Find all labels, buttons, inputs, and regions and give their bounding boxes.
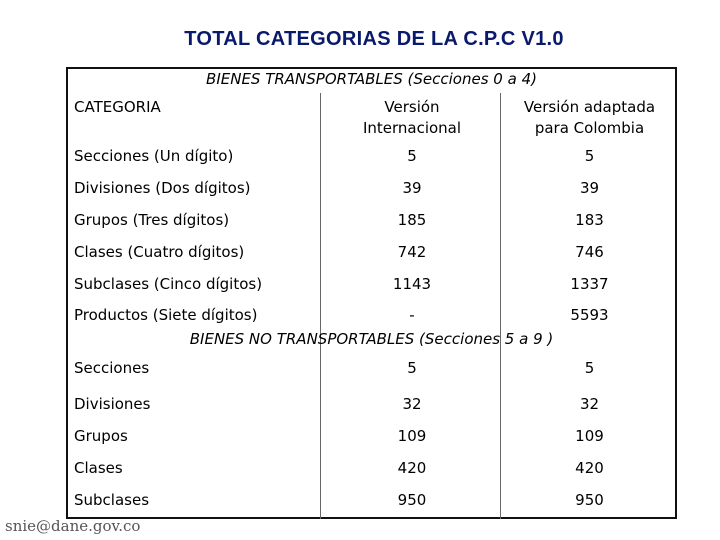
row-category: Clases (74, 459, 123, 477)
header-intl-line1: Versión (384, 98, 440, 116)
header-intl-line2: Internacional (362, 119, 462, 137)
row-colombia-value: 5 (584, 359, 595, 377)
row-intl-value: 5 (407, 147, 417, 165)
row-colombia-value: 5 (584, 147, 595, 165)
row-intl-value: 185 (397, 211, 427, 229)
row-category: Grupos (74, 427, 128, 445)
row-colombia-value: 746 (575, 243, 604, 261)
row-intl-value: 109 (397, 427, 427, 445)
row-category: Clases (Cuatro dígitos) (74, 243, 245, 261)
header-intl (322, 97, 502, 139)
section-title-no-transportables: BIENES NO TRANSPORTABLES (Secciones 5 a 9 ) (189, 330, 554, 348)
row-intl-value: 950 (397, 491, 427, 509)
row-colombia-value: 109 (575, 427, 604, 445)
column-divider (320, 93, 321, 519)
row-intl-value: 742 (397, 243, 427, 261)
row-category: Secciones (74, 359, 150, 377)
row-colombia-value: 39 (579, 179, 600, 197)
row-intl-value: 32 (402, 395, 422, 413)
section-title-transportables: BIENES TRANSPORTABLES (Secciones 0 a 4) (206, 70, 537, 88)
row-category: Grupos (Tres dígitos) (74, 211, 230, 229)
header-colombia-line1: Versión adaptada (523, 98, 656, 116)
row-intl-value: 1143 (392, 275, 432, 293)
row-intl-value: 5 (407, 359, 417, 377)
row-intl-value: - (409, 306, 415, 324)
categories-table (66, 67, 677, 519)
row-colombia-value: 183 (575, 211, 604, 229)
row-intl-value: 39 (402, 179, 422, 197)
row-category: Secciones (Un dígito) (74, 147, 234, 165)
row-category: Subclases (74, 491, 150, 509)
row-colombia-value: 5593 (570, 306, 609, 324)
footer-email: snie@dane.gov.co (5, 517, 141, 535)
row-category: Divisiones (74, 395, 151, 413)
row-colombia-value: 1337 (570, 275, 609, 293)
header-colombia (502, 97, 677, 139)
header-category: CATEGORIA (74, 98, 161, 116)
row-colombia-value: 950 (575, 491, 604, 509)
row-category: Divisiones (Dos dígitos) (74, 179, 251, 197)
header-colombia-line2: para Colombia (534, 119, 645, 137)
page-title: TOTAL CATEGORIAS DE LA C.P.C V1.0 (184, 28, 564, 50)
row-category: Productos (Siete dígitos) (74, 306, 258, 324)
row-category: Subclases (Cinco dígitos) (74, 275, 263, 293)
row-colombia-value: 420 (575, 459, 604, 477)
row-colombia-value: 32 (579, 395, 600, 413)
row-intl-value: 420 (397, 459, 427, 477)
